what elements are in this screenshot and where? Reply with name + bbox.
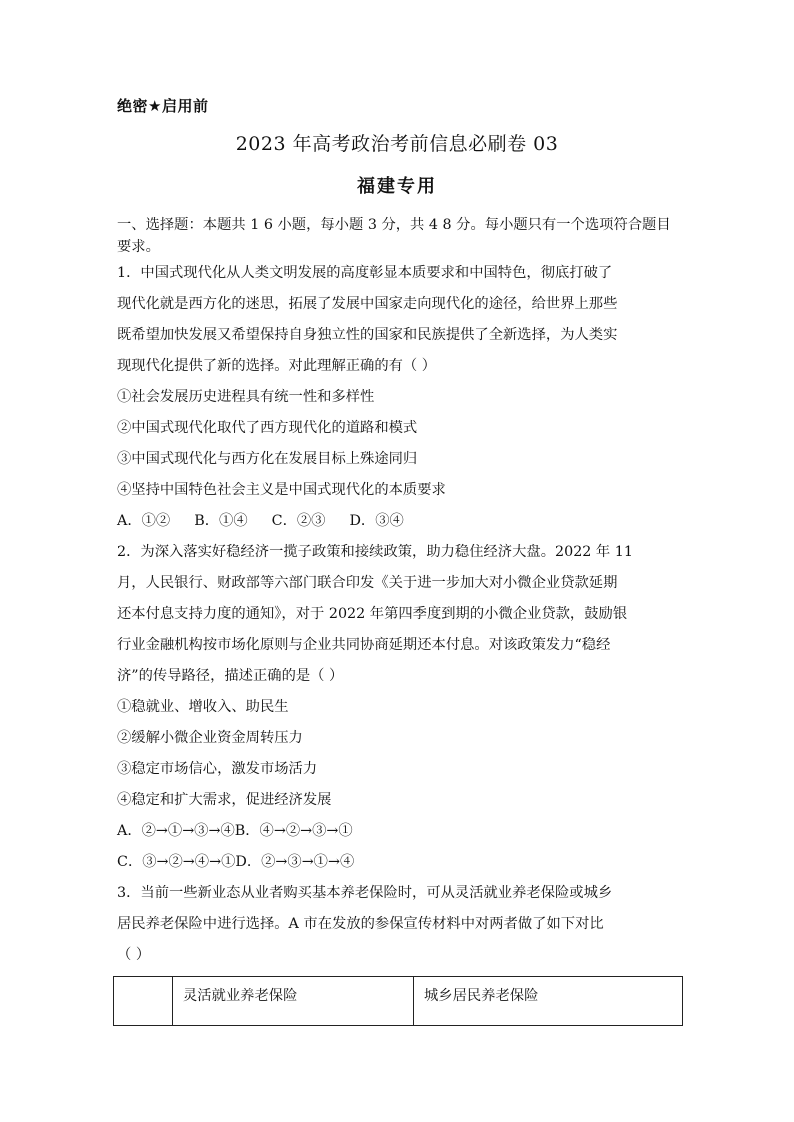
table-header-row — [114, 977, 683, 1026]
page-subtitle: 福建专用 — [357, 176, 437, 197]
secret-label: 绝密★启用前 — [117, 97, 209, 115]
q2-stem-line-2: 月，人民银行、财政部等六部门联合印发《关于进一步加大对小微企业贷款延期 — [117, 575, 618, 591]
q3-stem-line-1: 3．当前一些新业态从业者购买基本养老保险时，可从灵活就业养老保险或城乡 — [117, 885, 613, 901]
q2-statement-3: ③稳定市场信心，激发市场活力 — [117, 761, 318, 777]
q1-statement-4: ④坚持中国特色社会主义是中国式现代化的本质要求 — [117, 482, 446, 498]
q1-option-a[interactable]: A．①② — [117, 513, 171, 529]
questions-content — [117, 258, 683, 971]
q1-stem-line-4: 现现代化提供了新的选择。对此理解正确的有（ ） — [117, 358, 437, 374]
q1-option-d[interactable]: D．③④ — [349, 513, 404, 529]
q1-stem-line-2: 现代化就是西方化的迷思，拓展了发展中国家走向现代化的途径，给世界上那些 — [117, 296, 618, 312]
q2-statement-2: ②缓解小微企业资金周转压力 — [117, 730, 303, 746]
q2-stem-line-3: 还本付息支持力度的通知》，对于 2022 年第四季度到期的小微企业贷款，鼓励银 — [117, 606, 628, 622]
q2-statement-1: ①稳就业、增收入、助民生 — [117, 699, 289, 715]
q3-stem-line-3: （ ） — [117, 947, 151, 963]
q3-stem-line-2: 居民养老保险中进行选择。A 市在发放的参保宣传材料中对两者做了如下对比 — [117, 916, 604, 932]
page-title: 2023 年高考政治考前信息必刷卷 03 — [235, 133, 559, 155]
q2-stem-line-1: 2．为深入落实好稳经济一揽子政策和接续政策，助力稳住经济大盘。2022 年 11 — [117, 544, 633, 560]
comparison-table — [113, 976, 683, 1026]
q2-stem-line-4: 行业金融机构按市场化原则与企业共同协商延期还本付息。对该政策发力“稳经 — [117, 637, 611, 653]
q1-statement-3: ③中国式现代化与西方化在发展目标上殊途同归 — [117, 451, 418, 467]
q2-options-line-1[interactable]: A．②→①→③→④B．④→②→③→① — [117, 823, 353, 839]
table-header-urban-rural-pension: 城乡居民养老保险 — [414, 977, 683, 1026]
section-instructions: 一、选择题：本题共 1 6 小题，每小题 3 分，共 4 8 分。每小题只有一个选项符合题目要求。 — [117, 217, 671, 255]
q1-option-b[interactable]: B．①④ — [194, 513, 248, 529]
q2-statement-4: ④稳定和扩大需求，促进经济发展 — [117, 792, 332, 808]
q1-stem-line-3: 既希望加快发展又希望保持自身独立性的国家和民族提供了全新选择，为人类实 — [117, 327, 618, 343]
q1-options — [117, 506, 683, 537]
q1-statement-2: ②中国式现代化取代了西方现代化的道路和模式 — [117, 420, 418, 436]
table-header-flexible-pension: 灵活就业养老保险 — [173, 977, 414, 1026]
q2-stem-line-5: 济”的传导路径，描述正确的是（ ） — [117, 668, 344, 684]
q1-statement-1: ①社会发展历史进程具有统一性和多样性 — [117, 389, 375, 405]
q2-options-line-2[interactable]: C．③→②→④→①D．②→③→①→④ — [117, 854, 355, 870]
q1-option-c[interactable]: C．②③ — [271, 513, 326, 529]
table-header-empty-cell — [114, 977, 173, 1026]
q1-stem-line-1: 1．中国式现代化从人类文明发展的高度彰显本质要求和中国特色，彻底打破了 — [117, 265, 613, 281]
